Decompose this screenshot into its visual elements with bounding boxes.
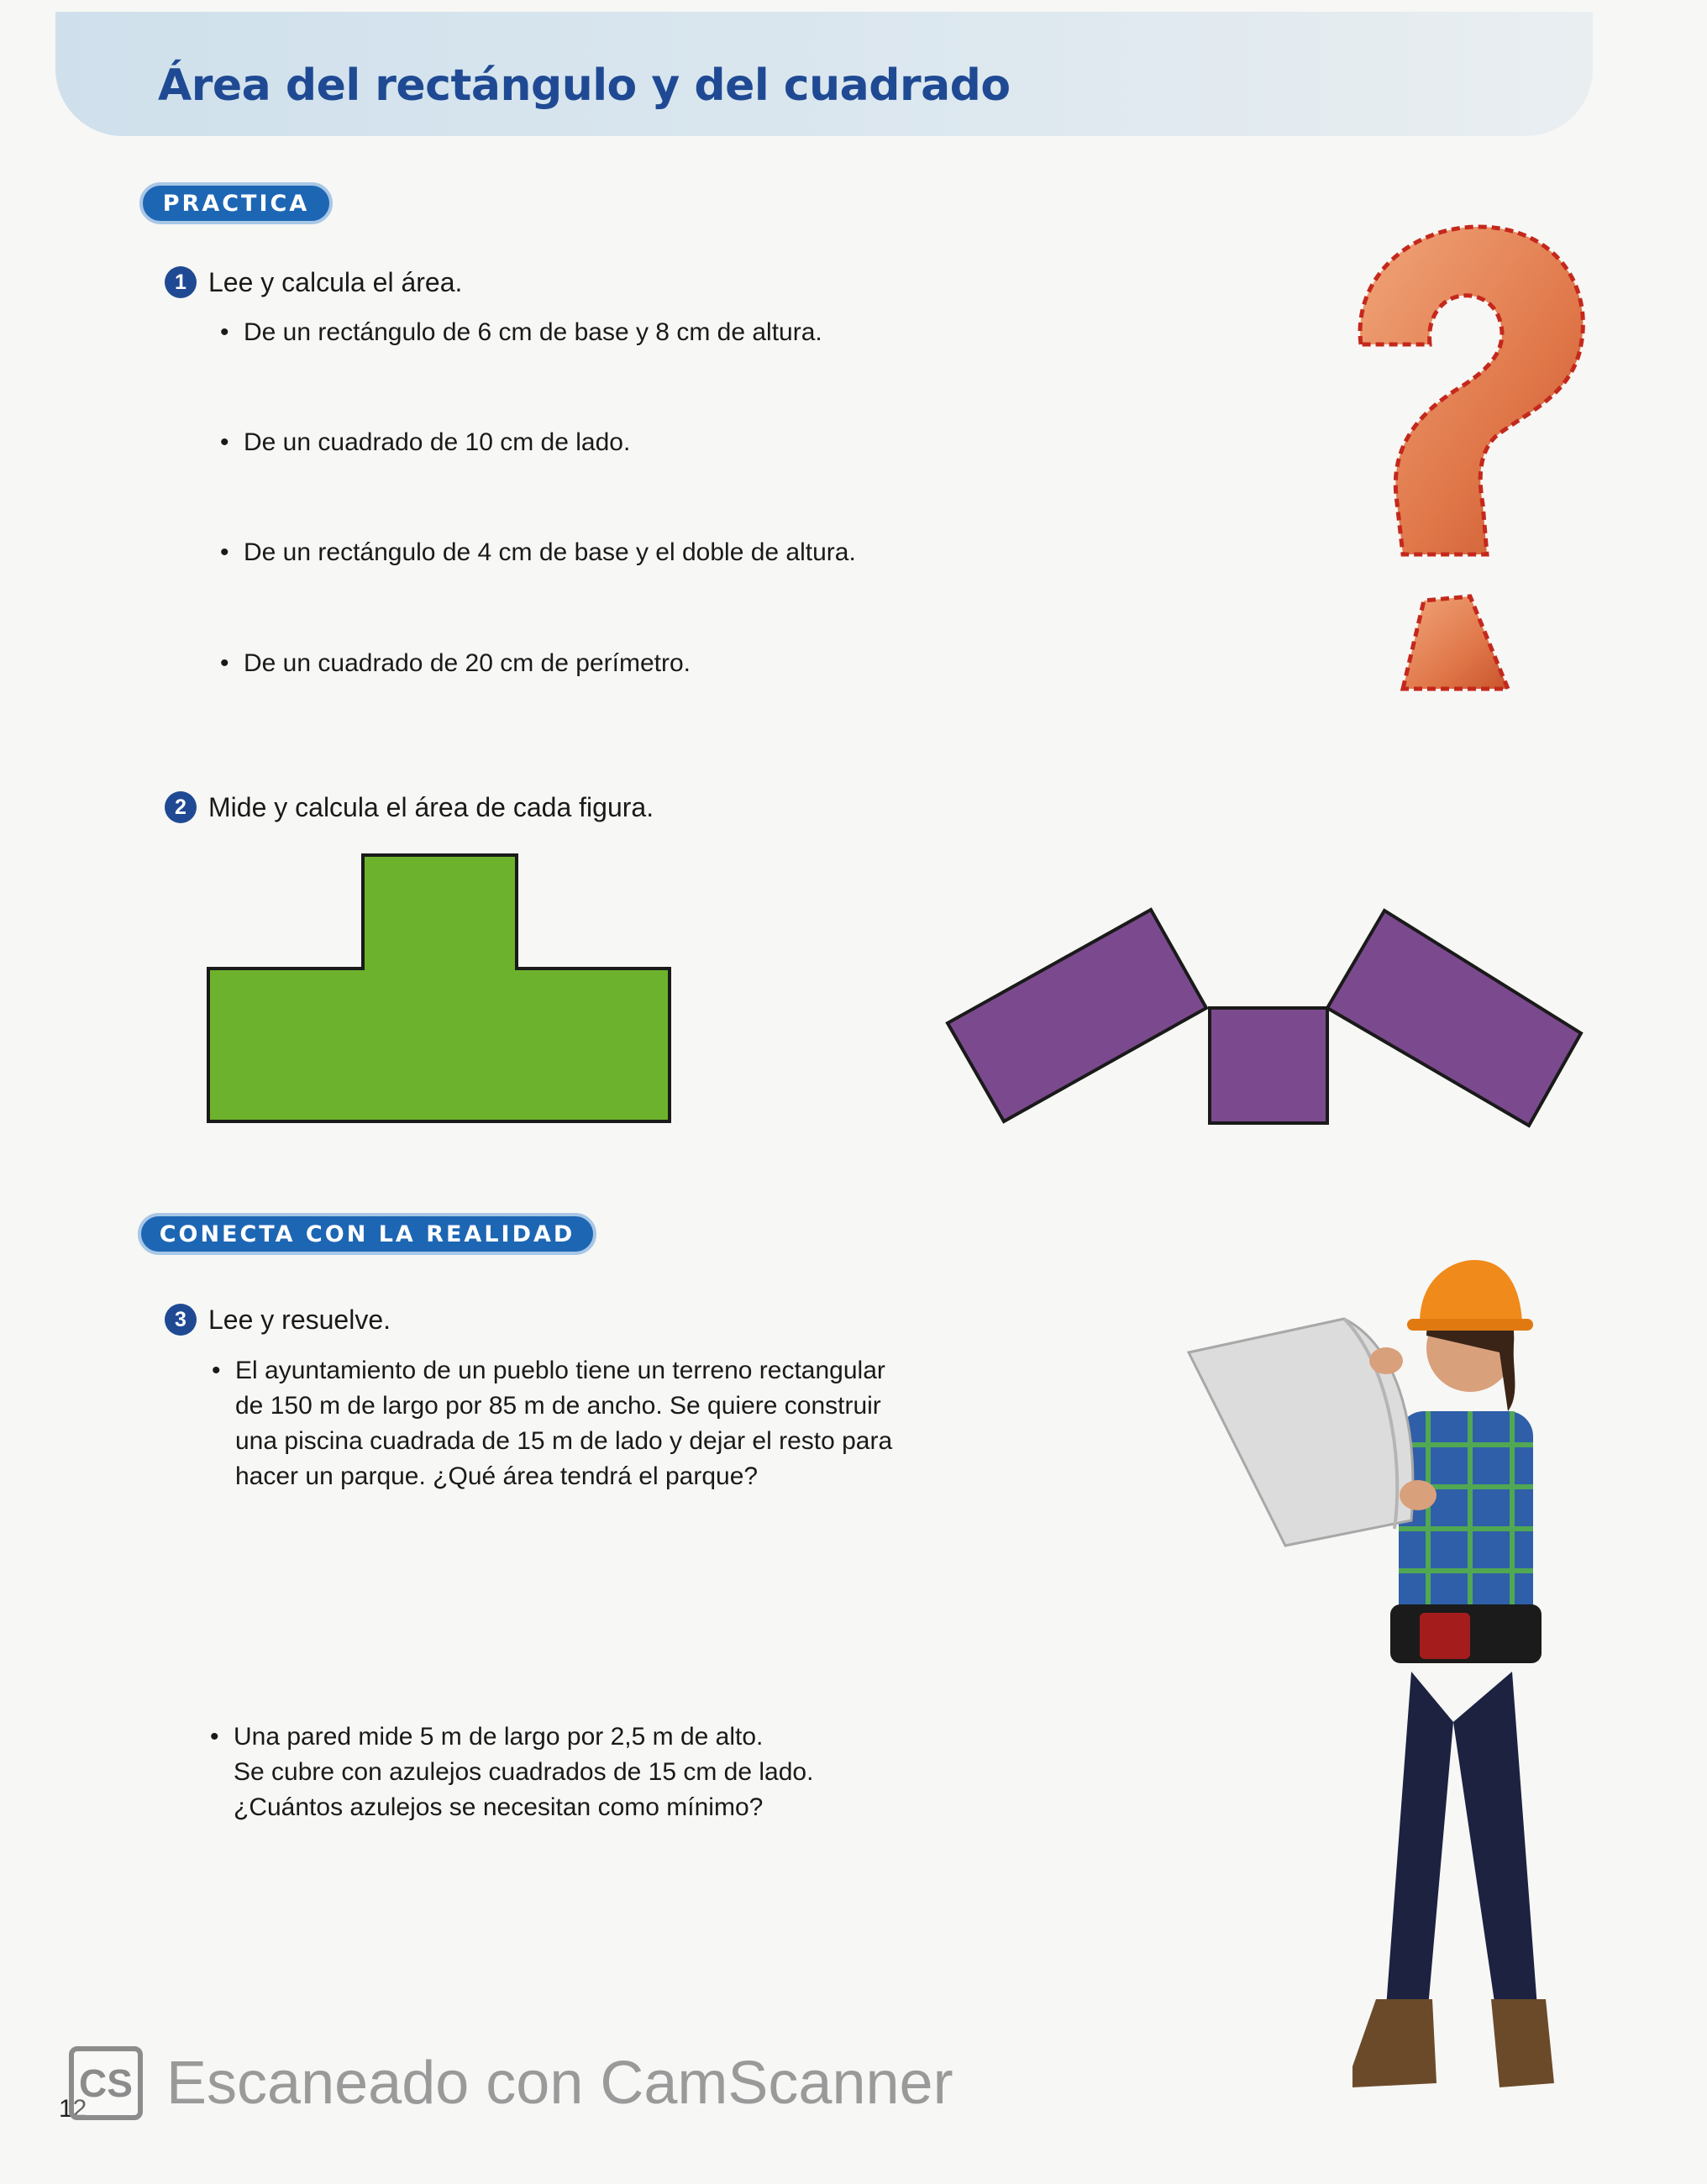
question-mark-hook [1360, 227, 1583, 554]
problem-line: • Una pared mide 5 m de largo por 2,5 m de alto. [234, 1723, 764, 1751]
problem-line: Se cubre con azulejos cuadrados de 15 cm de lado. [234, 1758, 814, 1786]
problem-1 [235, 1353, 892, 1494]
list-item: • De un rectángulo de 6 cm de base y 8 cm de altura. [244, 315, 822, 350]
exercise-prompt: Mide y calcula el área de cada figura. [208, 791, 654, 822]
page-title: Área del rectángulo y del cuadrado [158, 60, 1011, 111]
purple-shapes [941, 899, 1596, 1142]
exercise-prompt: Lee y calcula el área. [208, 266, 463, 297]
question-mark-dot [1403, 596, 1508, 689]
watermark-text: Escaneado con CamScanner [166, 2050, 953, 2117]
problem-2 [234, 1719, 813, 1825]
camscanner-logo-icon: CS [69, 2046, 143, 2120]
exercise-1-heading [165, 266, 462, 298]
list-item: • De un rectángulo de 4 cm de base y el doble de altura. [244, 535, 856, 570]
section-badge-practica: PRACTICA [139, 182, 333, 224]
purple-rectangle-left [948, 910, 1206, 1121]
problem-line: • El ayuntamiento de un pueblo tiene un terreno rectangular [235, 1357, 885, 1384]
problem-line: de 150 m de largo por 85 m de ancho. Se quiere construir [235, 1392, 881, 1420]
exercise-number: 2 [165, 791, 197, 823]
list-item: • De un cuadrado de 20 cm de perímetro. [244, 646, 691, 681]
exercise-3-heading [165, 1304, 391, 1336]
purple-square [1210, 1008, 1327, 1123]
exercise-number: 3 [165, 1304, 197, 1336]
page-number: 12 [59, 2095, 87, 2123]
problem-line: ¿Cuántos azulejos se necesitan como mínimo? [234, 1793, 764, 1821]
purple-rectangle-right [1327, 911, 1581, 1126]
problem-line: una piscina cuadrada de 15 m de lado y dejar el resto para [235, 1427, 893, 1455]
exercise-2-heading [165, 791, 654, 823]
question-mark-illustration [1336, 210, 1605, 697]
problem-line: hacer un parque. ¿Qué área tendrá el parque? [235, 1462, 759, 1490]
exercise-prompt: Lee y resuelve. [208, 1304, 391, 1335]
camscanner-watermark [69, 2046, 953, 2120]
exercise-number: 1 [165, 266, 197, 298]
worker-illustration [1184, 1252, 1605, 2108]
green-t-shape [202, 848, 680, 1134]
section-badge-conecta: CONECTA CON LA REALIDAD [138, 1213, 596, 1255]
list-item: • De un cuadrado de 10 cm de lado. [244, 425, 630, 460]
